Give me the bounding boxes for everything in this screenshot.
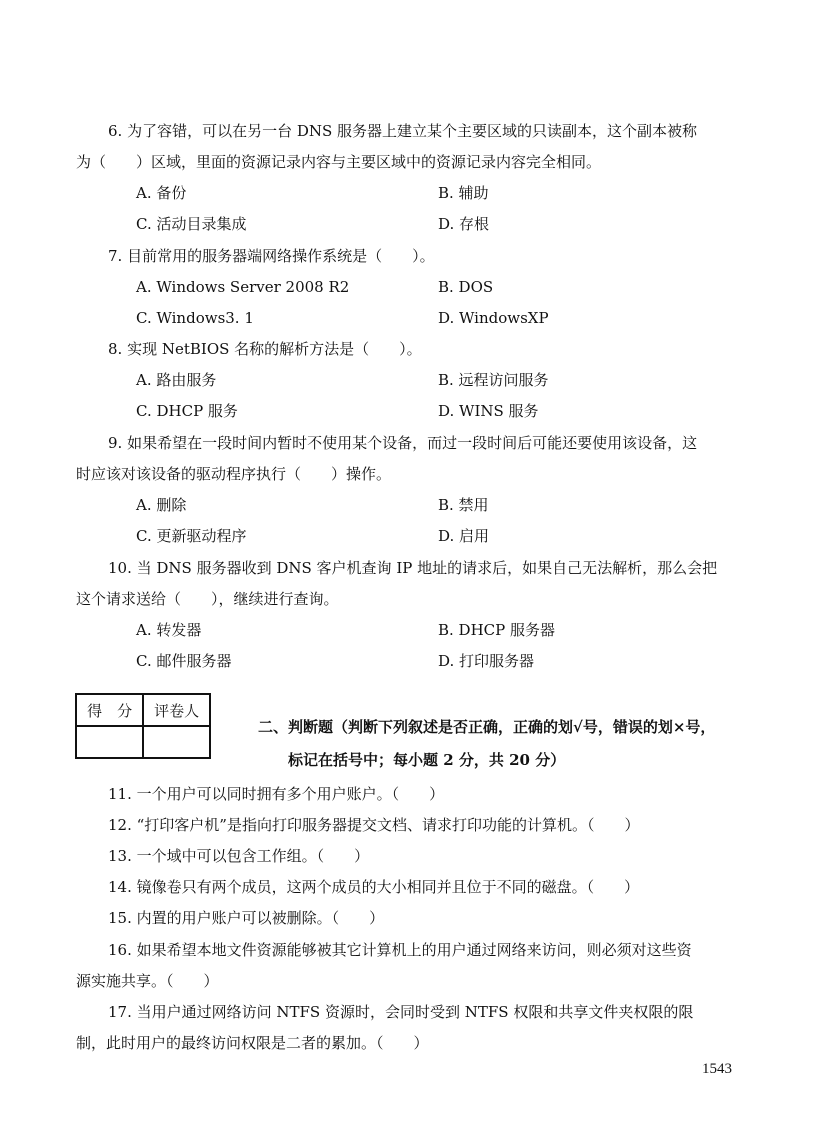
grader-cell xyxy=(143,726,210,758)
q7-line1: 7. 目前常用的服务器端网络操作系统是（ ）。 xyxy=(108,247,435,265)
q6-line1: 6. 为了容错，可以在另一台 DNS 服务器上建立某个主要区域的只读副本，这个副本被称 xyxy=(108,122,698,140)
q16-line1: 16. 如果希望本地文件资源能够被其它计算机上的用户通过网络来访问，则必须对这些资 xyxy=(108,941,692,959)
q7-option-a: A. Windows Server 2008 R2 xyxy=(136,278,350,296)
q10-line2: 这个请求送给（ ），继续进行查询。 xyxy=(76,590,339,608)
q10-option-a: A. 转发器 xyxy=(136,621,202,639)
q12: 12. “打印客户机”是指向打印服务器提交文档、请求打印功能的计算机。（ ） xyxy=(108,816,640,834)
q7-option-c: C. Windows3. 1 xyxy=(136,309,254,327)
q6-option-d: D. 存根 xyxy=(438,215,490,233)
q14: 14. 镜像卷只有两个成员，这两个成员的大小相同并且位于不同的磁盘。（ ） xyxy=(108,878,640,896)
section2-heading-line1: 二、判断题（判断下列叙述是否正确，正确的划√号，错误的划×号， xyxy=(258,718,716,736)
section2-heading-line2: 标记在括号中；每小题 2 分，共 20 分） xyxy=(288,751,566,769)
q8-option-c: C. DHCP 服务 xyxy=(136,402,238,420)
q10-line1: 10. 当 DNS 服务器收到 DNS 客户机查询 IP 地址的请求后，如果自己无法解析，那么会把 xyxy=(108,559,718,577)
q13: 13. 一个域中可以包含工作组。（ ） xyxy=(108,847,370,865)
grader-label: 评卷人 xyxy=(143,694,210,726)
q16-line2: 源实施共享。（ ） xyxy=(76,972,219,990)
q6-option-a: A. 备份 xyxy=(136,184,187,202)
q9-line2: 时应该对该设备的驱动程序执行（ ）操作。 xyxy=(76,465,392,483)
q10-option-b: B. DHCP 服务器 xyxy=(438,621,556,639)
q8-option-a: A. 路由服务 xyxy=(136,371,217,389)
q8-option-d: D. WINS 服务 xyxy=(438,402,539,420)
q11: 11. 一个用户可以同时拥有多个用户账户。（ ） xyxy=(108,785,445,803)
score-cell xyxy=(76,726,143,758)
q7-option-d: D. WindowsXP xyxy=(438,309,549,327)
q10-option-d: D. 打印服务器 xyxy=(438,652,535,670)
page-number: 1543 xyxy=(702,1061,732,1077)
q8-option-b: B. 远程访问服务 xyxy=(438,371,549,389)
q8-line1: 8. 实现 NetBIOS 名称的解析方法是（ ）。 xyxy=(108,340,422,358)
q6-line2: 为（ ）区域，里面的资源记录内容与主要区域中的资源记录内容完全相同。 xyxy=(76,153,602,171)
q7-option-b: B. DOS xyxy=(438,278,494,296)
q15: 15. 内置的用户账户可以被删除。（ ） xyxy=(108,909,385,927)
q17-line1: 17. 当用户通过网络访问 NTFS 资源时，会同时受到 NTFS 权限和共享文件夹权限的限 xyxy=(108,1003,694,1021)
q9-line1: 9. 如果希望在一段时间内暂时不使用某个设备，而过一段时间后可能还要使用该设备，这 xyxy=(108,434,698,452)
score-box xyxy=(75,693,211,759)
q9-option-d: D. 启用 xyxy=(438,527,490,545)
q6-option-b: B. 辅助 xyxy=(438,184,489,202)
q10-option-c: C. 邮件服务器 xyxy=(136,652,232,670)
q9-option-c: C. 更新驱动程序 xyxy=(136,527,247,545)
q17-line2: 制，此时用户的最终访问权限是二者的累加。（ ） xyxy=(76,1034,429,1052)
q9-option-b: B. 禁用 xyxy=(438,496,489,514)
q6-option-c: C. 活动目录集成 xyxy=(136,215,247,233)
score-label: 得 分 xyxy=(76,694,143,726)
q9-option-a: A. 删除 xyxy=(136,496,187,514)
